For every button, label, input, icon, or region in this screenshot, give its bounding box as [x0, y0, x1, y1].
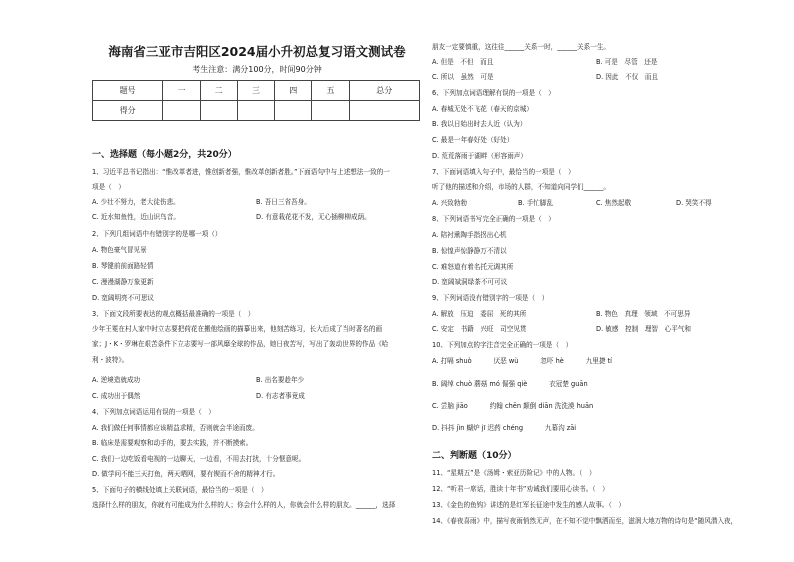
- option-text: C. 尝脑 jiāo 约翰 chēn 颠倒 diān 洗洗漠 huān: [432, 402, 594, 410]
- score-input-cell[interactable]: [163, 101, 200, 121]
- option-text: D. 哭笑不得: [676, 199, 712, 207]
- score-table-score-row: [93, 101, 420, 121]
- option-text: A. 解放 压迫 委屈 死的其所: [432, 310, 527, 318]
- question-text: 4、下列加点词语运用有误的一项是（ ）: [92, 408, 215, 416]
- option-text: A. 兴致勃勃: [432, 199, 467, 207]
- option-text: D. 宽阔明亮不可思议: [92, 294, 155, 302]
- question-text: 14、《春夜喜雨》中，描写夜雨悄然无声，在不知不觉中飘洒而至，滋润大地万物的诗句是“随风潜入夜，: [432, 517, 738, 525]
- score-table-header-row: [93, 81, 420, 101]
- option-text: A. 少壮不努力，老大徒伤悲。: [92, 198, 180, 206]
- option-text: C. 焦然起敬: [596, 199, 632, 207]
- question-text: 9、下列词语没有错别字的一项是（ ）: [432, 294, 549, 302]
- option-text: C. 近水知鱼性，近山识鸟音。: [92, 213, 180, 221]
- score-input-cell[interactable]: [275, 101, 312, 121]
- option-text: D. 有意栽花花不发，无心插柳柳成荫。: [256, 213, 371, 221]
- exam-subtitle: 考生注意：满分100分，时间90分钟: [192, 65, 322, 74]
- score-cell: 得分: [93, 101, 163, 121]
- option-text: C. 漫漫湖静万象更新: [92, 278, 154, 286]
- score-cell: 题号: [93, 81, 163, 101]
- score-cell: 二: [200, 81, 237, 101]
- option-text: A. 逆境造就成功: [92, 376, 141, 384]
- score-input-cell[interactable]: [237, 101, 274, 121]
- question-text: 6、下列加点词语理解有误的一项是（ ）: [432, 89, 555, 97]
- score-cell: 一: [163, 81, 200, 101]
- option-text: A. 陪衬熏陶手指拐出心机: [432, 231, 507, 239]
- option-text: A. 物色豪气冒见景: [92, 246, 147, 254]
- question-text: 选择什么样的朋友，你就有可能成为什么样的人；你会什么样的人，你就会什么样的朋友。______，选择: [92, 501, 396, 509]
- question-text: 2、下列几组词语中有错别字的是哪一项（）: [92, 230, 222, 238]
- question-text: 听了他的描述和介绍，市场的人群，不知道向同学们______。: [432, 183, 611, 191]
- question-text: 10、下列加点的字注音完全正确的一项是（ ）: [432, 341, 573, 349]
- option-text: B. 手忙脚乱: [518, 199, 554, 207]
- option-text: D. 抖抖 jìn 蝴炉 jī 迟药 chéng 九幕沟 zāi: [432, 424, 577, 432]
- option-text: A. 但是 不但 而且: [432, 58, 494, 66]
- option-text: B. 物色 真理 领域 不可思异: [596, 310, 691, 318]
- section-heading: 二、判断题（10分）: [432, 451, 517, 461]
- question-text: 5、下面句子的横线处填上关联词语，最恰当的一项是（ ）: [92, 486, 268, 494]
- option-text: C. 我们一边吃饭看电视的一边聊天，一边看，不用去打扰，十分惬意呢。: [92, 455, 306, 463]
- score-cell: 总分: [349, 81, 419, 101]
- option-text: B. 我以日始出时去人近（认为）: [432, 120, 527, 128]
- option-text: D. 荒荒落雨于湖畔（形容雨声）: [432, 152, 527, 160]
- question-text: 8、下列词语书写完全正确的一项是（ ）: [432, 215, 555, 223]
- option-text: D. 做学问不能三天打鱼，两天晒网，要有锲而不舍的精神才行。: [92, 470, 280, 478]
- question-text: 1、习近平总书记指出：“惟改革者进，惟创新者强，惟改革创新者胜。”下面语句中与上述想法一致的一: [92, 168, 390, 176]
- option-text: C. 所以 虽然 可是: [432, 73, 494, 81]
- option-text: C. 安定 书籍 兴旺 司空见贯: [432, 325, 527, 333]
- question-text: 3、下面文段所要表达的观点概括最准确的一项是（ ）: [92, 310, 255, 318]
- option-text: A. 我们做任何事情都应该精益求精，否则就会半途而废。: [92, 424, 259, 432]
- question-text: 朋友一定要慎重，这往往______关系一时，______关系一生。: [432, 43, 611, 51]
- question-text: 13、《金色的鱼钩》讲述的是红军长征途中发生的感人故事。（ ）: [432, 501, 626, 509]
- score-cell: 三: [237, 81, 274, 101]
- question-text: 7、下面词语填入句子中，最恰当的一项是（ ）: [432, 168, 575, 176]
- option-text: D. 有志者事竟成: [256, 392, 305, 400]
- score-input-cell[interactable]: [312, 101, 349, 121]
- passage-text: 少年王冕在村人家中时立志要把荷花在搬他绘画的描摹出来，他刻苦练习，长大后成了当时著名的画: [92, 325, 383, 333]
- score-cell: 四: [275, 81, 312, 101]
- option-text: A. 打嗝 shuò 厌恶 wù 忽吓 hè 九里捷 tí: [432, 357, 612, 365]
- question-text: 项是（ ）: [92, 183, 125, 191]
- option-text: B. 可是 尽管 还是: [596, 58, 658, 66]
- question-text: 12、“听君一席话，胜读十年书”劝诫我们要用心读书。（ ）: [432, 485, 609, 493]
- score-input-cell[interactable]: [200, 101, 237, 121]
- option-text: B. 吾日三省吾身。: [256, 198, 311, 206]
- question-text: 11、“星期五”是《汤姆・索亚历险记》中的人物。（ ）: [432, 469, 596, 477]
- score-input-cell[interactable]: [349, 101, 419, 121]
- option-text: C. 成功出于偶然: [92, 392, 141, 400]
- option-text: D. 敏感 控制 理智 心平气和: [596, 325, 691, 333]
- score-table: [92, 80, 420, 121]
- option-text: C. 难怒道有着名托元调其所: [432, 263, 514, 271]
- option-text: C. 最是一年春好处（好处）: [432, 136, 514, 144]
- option-text: B. 临床是需要观察和动手的，要去实践，并不断摸索。: [92, 439, 253, 447]
- option-text: A. 春城无处不飞花（春天的京城）: [432, 105, 533, 113]
- option-text: B. 阔绰 chuò 蘑菇 mó 倔强 qiè 衣冠楚 guān: [432, 380, 588, 388]
- passage-text: 利・波特》。: [92, 356, 129, 364]
- score-cell: 五: [312, 81, 349, 101]
- option-text: D. 宽阔斌洞绿茶不可可议: [432, 278, 508, 286]
- option-text: B. 出名要趁年少: [256, 376, 305, 384]
- passage-text: 家；J・K・罗琳在艰苦条件下立志要写一部风靡全球的作品，她日夜苦写，写出了轰动世界的作品《哈: [92, 340, 389, 348]
- option-text: B. 琴键前前面路轻情: [92, 262, 154, 270]
- section-heading: 一、选择题（每小题2分，共20分）: [92, 150, 237, 160]
- exam-title: 海南省三亚市吉阳区2024届小升初总复习语文测试卷: [108, 44, 406, 59]
- option-text: D. 因此 不仅 而且: [596, 73, 659, 81]
- option-text: B. 惊惶声惊静静万不清以: [432, 247, 507, 255]
